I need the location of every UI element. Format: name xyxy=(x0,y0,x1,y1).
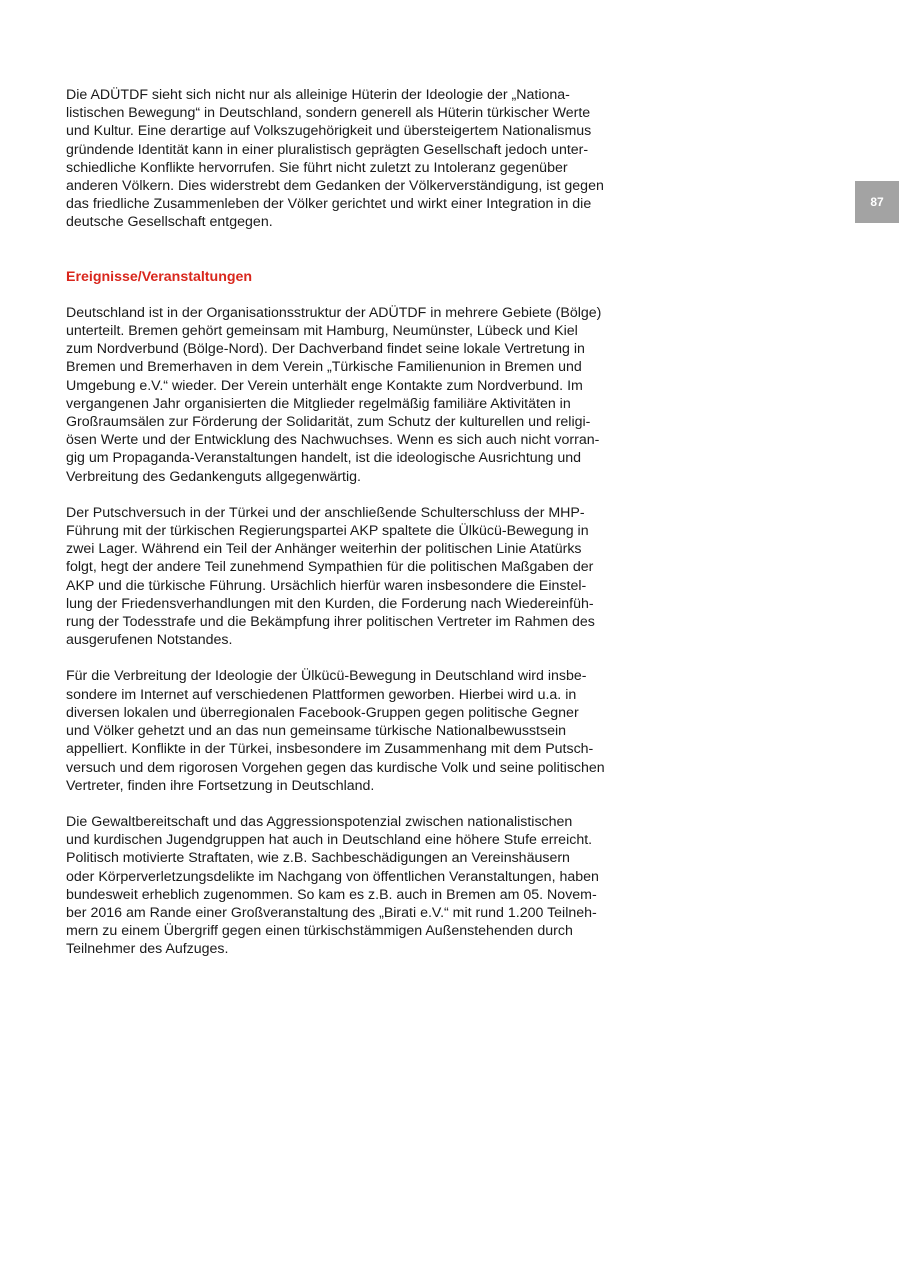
text-line: Teilnehmer des Aufzuges. xyxy=(66,941,229,958)
text-line: schiedliche Konflikte hervorrufen. Sie führt nicht zuletzt zu Intoleranz gegenüber xyxy=(66,159,568,176)
text-line: folgt, hegt der andere Teil zunehmend Sympathien für die politischen Maßgaben der xyxy=(66,559,594,576)
text-line: Bremen und Bremerhaven in dem Verein „Türkische Familienunion in Bremen und xyxy=(66,359,582,376)
text-line: AKP und die türkische Führung. Ursächlich hierfür waren insbesondere die Einstel- xyxy=(66,577,587,594)
text-line: Deutschland ist in der Organisationsstruktur der ADÜTDF in mehrere Gebiete (Bölge) xyxy=(66,304,602,321)
text-line: Verbreitung des Gedankenguts allgegenwärtig. xyxy=(66,468,361,485)
text-line: Für die Verbreitung der Ideologie der Ülkücü-Bewegung in Deutschland wird insbe- xyxy=(66,668,587,685)
text-line: Umgebung e.V.“ wieder. Der Verein unterhält enge Kontakte zum Nordverbund. Im xyxy=(66,377,583,394)
paragraph-internet xyxy=(66,667,616,794)
text-line: ber 2016 am Rande einer Großveranstaltung des „Birati e.V.“ mit rund 1.200 Teilneh- xyxy=(66,904,597,921)
text-line: ausgerufenen Notstandes. xyxy=(66,632,233,649)
paragraph-gewalt xyxy=(66,813,616,959)
text-line: deutsche Gesellschaft entgegen. xyxy=(66,214,273,231)
paragraph-organisation xyxy=(66,304,616,486)
text-line: listischen Bewegung“ in Deutschland, sondern generell als Hüterin türkischer Werte xyxy=(66,105,591,122)
intro-paragraph xyxy=(66,86,616,232)
text-line: Die ADÜTDF sieht sich nicht nur als alleinige Hüterin der Ideologie der „Nationa- xyxy=(66,87,570,103)
text-line: vergangenen Jahr organisierten die Mitglieder regelmäßig familiäre Aktivitäten in xyxy=(66,395,571,412)
text-line: sondere im Internet auf verschiedenen Plattformen geworben. Hierbei wird u.a. in xyxy=(66,686,577,703)
text-line: Großraumsälen zur Förderung der Solidarität, zum Schutz der kulturellen und religi- xyxy=(66,414,591,431)
text-line: Der Putschversuch in der Türkei und der anschließende Schulterschluss der MHP- xyxy=(66,504,585,521)
text-line: oder Körperverletzungsdelikte im Nachgang von öffentlichen Veranstaltungen, haben xyxy=(66,868,599,885)
section-heading: Ereignisse/Veranstaltungen xyxy=(66,268,253,285)
text-line: Politisch motivierte Straftaten, wie z.B. Sachbeschädigungen an Vereinshäusern xyxy=(66,850,570,867)
text-line: versuch und dem rigorosen Vorgehen gegen das kurdische Volk und seine politischen xyxy=(66,759,605,776)
document-body xyxy=(66,86,616,959)
page-number: 87 xyxy=(855,181,899,223)
text-line: zum Nordverbund (Bölge-Nord). Der Dachverband findet seine lokale Vertretung in xyxy=(66,341,585,358)
text-line: rung der Todesstrafe und die Bekämpfung ihrer politischen Vertreter im Rahmen des xyxy=(66,614,595,631)
text-line: anderen Völkern. Dies widerstrebt dem Gedanken der Völkerverständigung, ist gegen xyxy=(66,178,604,195)
text-line: appelliert. Konflikte in der Türkei, insbesondere im Zusammenhang mit dem Putsch- xyxy=(66,741,594,758)
paragraph-putsch xyxy=(66,504,616,650)
text-line: diversen lokalen und überregionalen Facebook-Gruppen gegen politische Gegner xyxy=(66,704,579,721)
text-line: zwei Lager. Während ein Teil der Anhänger weiterhin der politischen Linie Atatürks xyxy=(66,541,582,558)
text-line: lung der Friedensverhandlungen mit den Kurden, die Forderung nach Wiedereinfüh- xyxy=(66,595,594,612)
text-line: mern zu einem Übergriff gegen einen türkischstämmigen Außenstehenden durch xyxy=(66,923,573,940)
text-line: Die Gewaltbereitschaft und das Aggressionspotenzial zwischen nationalistischen xyxy=(66,813,573,830)
text-line: und Völker gehetzt und an das nun gemeinsame türkische Nationalbewusstsein xyxy=(66,723,567,740)
text-line: und Kultur. Eine derartige auf Volkszugehörigkeit und übersteigertem Nationalismus xyxy=(66,123,592,140)
text-line: bundesweit erheblich zugenommen. So kam es z.B. auch in Bremen am 05. Novem- xyxy=(66,886,597,903)
text-line: das friedliche Zusammenleben der Völker gerichtet und wirkt einer Integration in die xyxy=(66,196,592,213)
text-line: unterteilt. Bremen gehört gemeinsam mit Hamburg, Neumünster, Lübeck und Kiel xyxy=(66,323,578,340)
text-line: gig um Propaganda-Veranstaltungen handelt, ist die ideologische Ausrichtung und xyxy=(66,450,582,467)
text-line: ösen Werte und der Entwicklung des Nachwuchses. Wenn es sich auch nicht vorran- xyxy=(66,432,600,449)
text-line: Führung mit der türkischen Regierungspartei AKP spaltete die Ülkücü-Bewegung in xyxy=(66,523,589,540)
text-line: und kurdischen Jugendgruppen hat auch in Deutschland eine höhere Stufe erreicht. xyxy=(66,832,593,849)
text-line: Vertreter, finden ihre Fortsetzung in Deutschland. xyxy=(66,777,375,794)
text-line: gründende Identität kann in einer pluralistisch geprägten Gesellschaft jedoch unter- xyxy=(66,141,589,158)
